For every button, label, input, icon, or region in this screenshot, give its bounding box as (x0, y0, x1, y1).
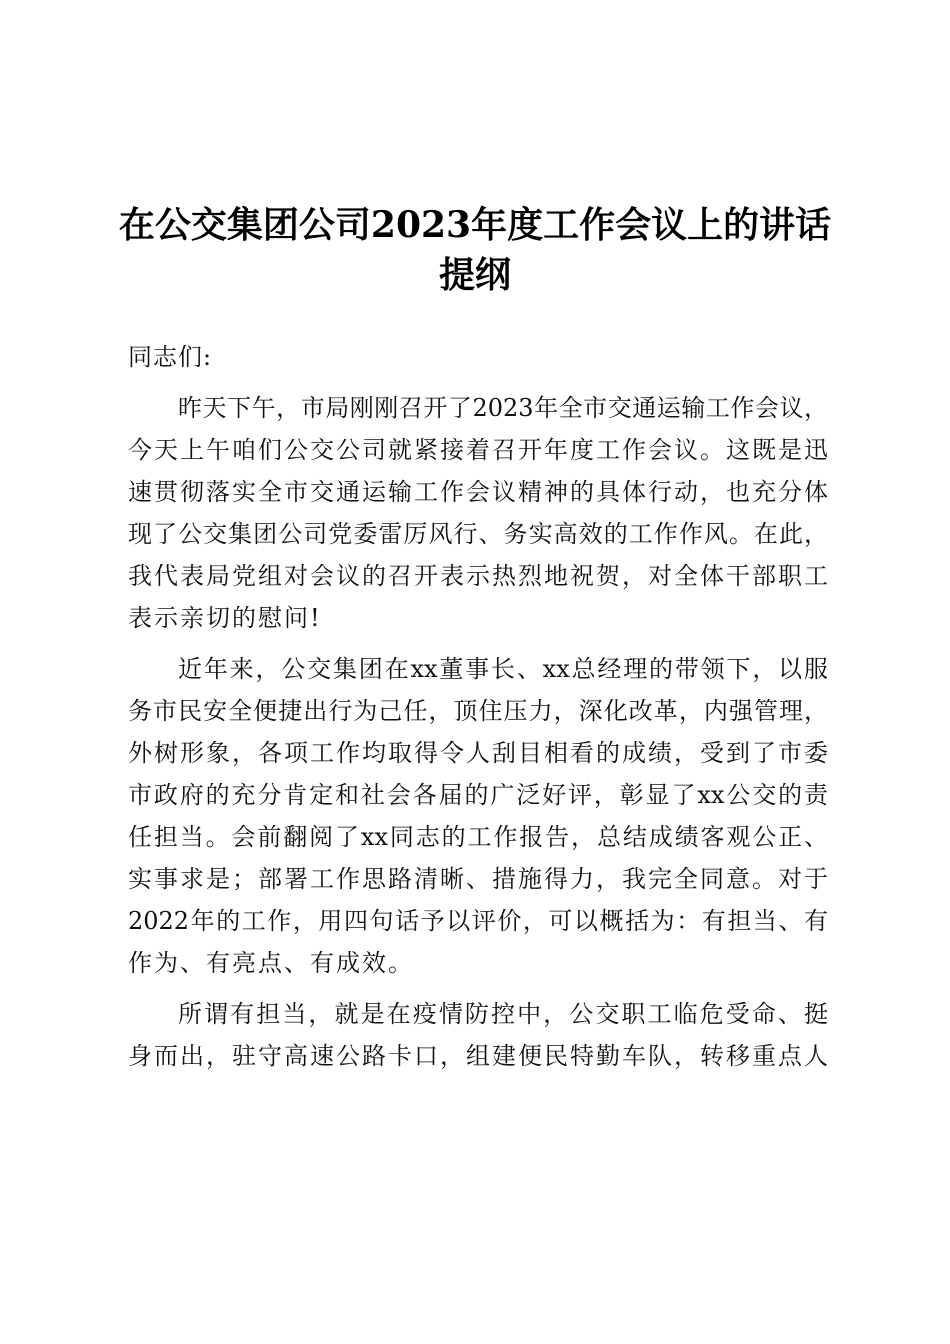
paragraph-line: 速贯彻落实全市交通运输工作会议精神的具体行动，也充分体 (128, 478, 828, 506)
title-line-2: 提纲 (438, 254, 511, 296)
paragraph-review (128, 648, 828, 984)
paragraph-opening (128, 387, 828, 639)
paragraph-line: 近年来，公交集团在xx董事长、xx总经理的带领下，以服 (178, 655, 828, 683)
paragraph-line: 我代表局党组对会议的召开表示热烈地祝贺，对全体干部职工 (128, 562, 828, 590)
paragraph-line: 身而出，驻守高速公路卡口，组建便民特勤车队，转移重点人 (128, 1042, 828, 1070)
paragraph-line: 作为、有亮点、有成效。 (128, 949, 414, 977)
paragraph-line: 务市民安全便捷出行为己任，顶住压力，深化改革，内强管理， (128, 697, 828, 725)
title-line-1: 在公交集团公司2023年度工作会议上的讲话 (118, 204, 832, 246)
paragraph-line: 外树形象，各项工作均取得令人刮目相看的成绩，受到了市委 (128, 739, 828, 767)
paragraph-line: 今天上午咱们公交公司就紧接着召开年度工作会议。这既是迅 (128, 436, 828, 464)
document-title (100, 200, 850, 300)
paragraph-line: 市政府的充分肯定和社会各届的广泛好评，彰显了xx公交的责 (128, 781, 828, 809)
salutation: 同志们: (128, 343, 213, 371)
paragraph-line: 2022年的工作，用四句话予以评价，可以概括为：有担当、有 (128, 907, 828, 935)
paragraph-line: 现了公交集团公司党委雷厉风行、务实高效的工作作风。在此， (128, 520, 828, 548)
document-body (128, 336, 828, 1086)
paragraph-responsibility (128, 993, 828, 1077)
paragraph-line: 所谓有担当，就是在疫情防控中，公交职工临危受命、挺 (178, 1000, 828, 1028)
paragraph-line: 表示亲切的慰问! (128, 604, 322, 632)
paragraph-line: 实事求是；部署工作思路清晰、措施得力，我完全同意。对于 (128, 865, 828, 893)
paragraph-line: 昨天下午，市局刚刚召开了2023年全市交通运输工作会议， (178, 394, 828, 422)
paragraph-line: 任担当。会前翻阅了xx同志的工作报告，总结成绩客观公正、 (128, 823, 828, 851)
